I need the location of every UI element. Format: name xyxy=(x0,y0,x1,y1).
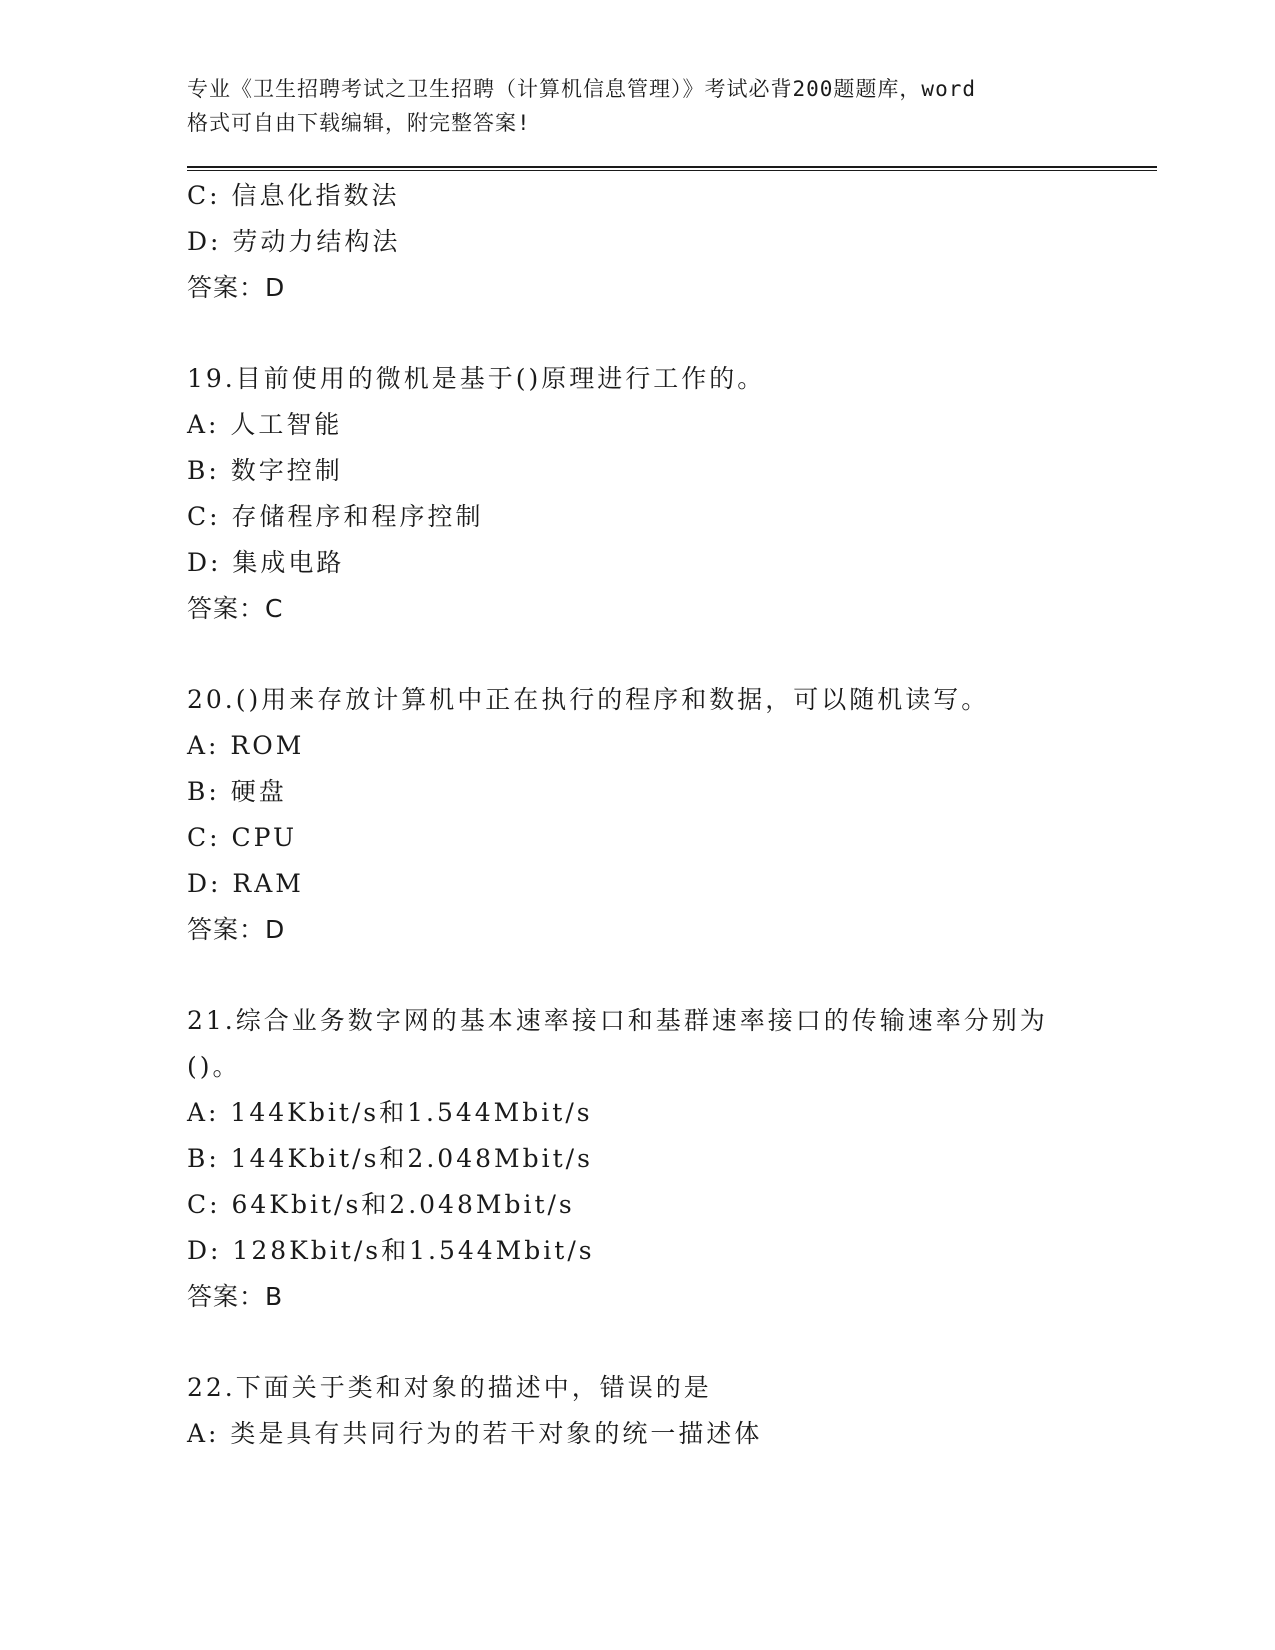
document-page xyxy=(187,72,1157,1457)
option-c: C: 信息化指数法 xyxy=(187,181,400,210)
question-21 xyxy=(187,998,1157,1320)
answer-line: 答案：B xyxy=(187,1282,284,1311)
question-19 xyxy=(187,356,1157,632)
header-divider xyxy=(187,166,1157,171)
prev-question-block xyxy=(187,173,1157,311)
option-d: D: 集成电路 xyxy=(187,548,345,577)
question-text: 19.目前使用的微机是基于()原理进行工作的。 xyxy=(187,364,766,393)
question-text: 20.()用来存放计算机中正在执行的程序和数据，可以随机读写。 xyxy=(187,685,990,714)
option-a: A: 人工智能 xyxy=(187,410,343,439)
option-c: C: CPU xyxy=(187,823,298,852)
spacer xyxy=(187,632,1157,677)
header-line-1: 专业《卫生招聘考试之卫生招聘（计算机信息管理）》考试必背200题题库，word xyxy=(187,77,976,101)
option-d: D: 劳动力结构法 xyxy=(187,227,401,256)
option-c: C: 存储程序和程序控制 xyxy=(187,502,484,531)
option-c: C: 64Kbit/s和2.048Mbit/s xyxy=(187,1190,575,1219)
option-a: A: ROM xyxy=(187,731,305,760)
option-d: D: RAM xyxy=(187,869,304,898)
question-text: 22.下面关于类和对象的描述中，错误的是 xyxy=(187,1373,712,1402)
answer-line: 答案：D xyxy=(187,915,286,944)
option-a: A: 144Kbit/s和1.544Mbit/s xyxy=(187,1098,593,1127)
option-d: D: 128Kbit/s和1.544Mbit/s xyxy=(187,1236,595,1265)
option-b: B: 144Kbit/s和2.048Mbit/s xyxy=(187,1144,593,1173)
spacer xyxy=(187,311,1157,356)
question-22 xyxy=(187,1365,1157,1457)
question-text-line-1: 21.综合业务数字网的基本速率接口和基群速率接口的传输速率分别为 xyxy=(187,1006,1048,1035)
option-a: A: 类是具有共同行为的若干对象的统一描述体 xyxy=(187,1419,763,1448)
option-b: B: 硬盘 xyxy=(187,777,287,806)
spacer xyxy=(187,953,1157,998)
option-b: B: 数字控制 xyxy=(187,456,343,485)
header-line-2: 格式可自由下载编辑，附完整答案! xyxy=(187,111,531,135)
answer-line: 答案：C xyxy=(187,594,284,623)
document-header xyxy=(187,72,1157,140)
spacer xyxy=(187,1320,1157,1365)
question-text-line-2: ()。 xyxy=(187,1052,241,1081)
answer-line: 答案：D xyxy=(187,273,286,302)
question-20 xyxy=(187,677,1157,953)
